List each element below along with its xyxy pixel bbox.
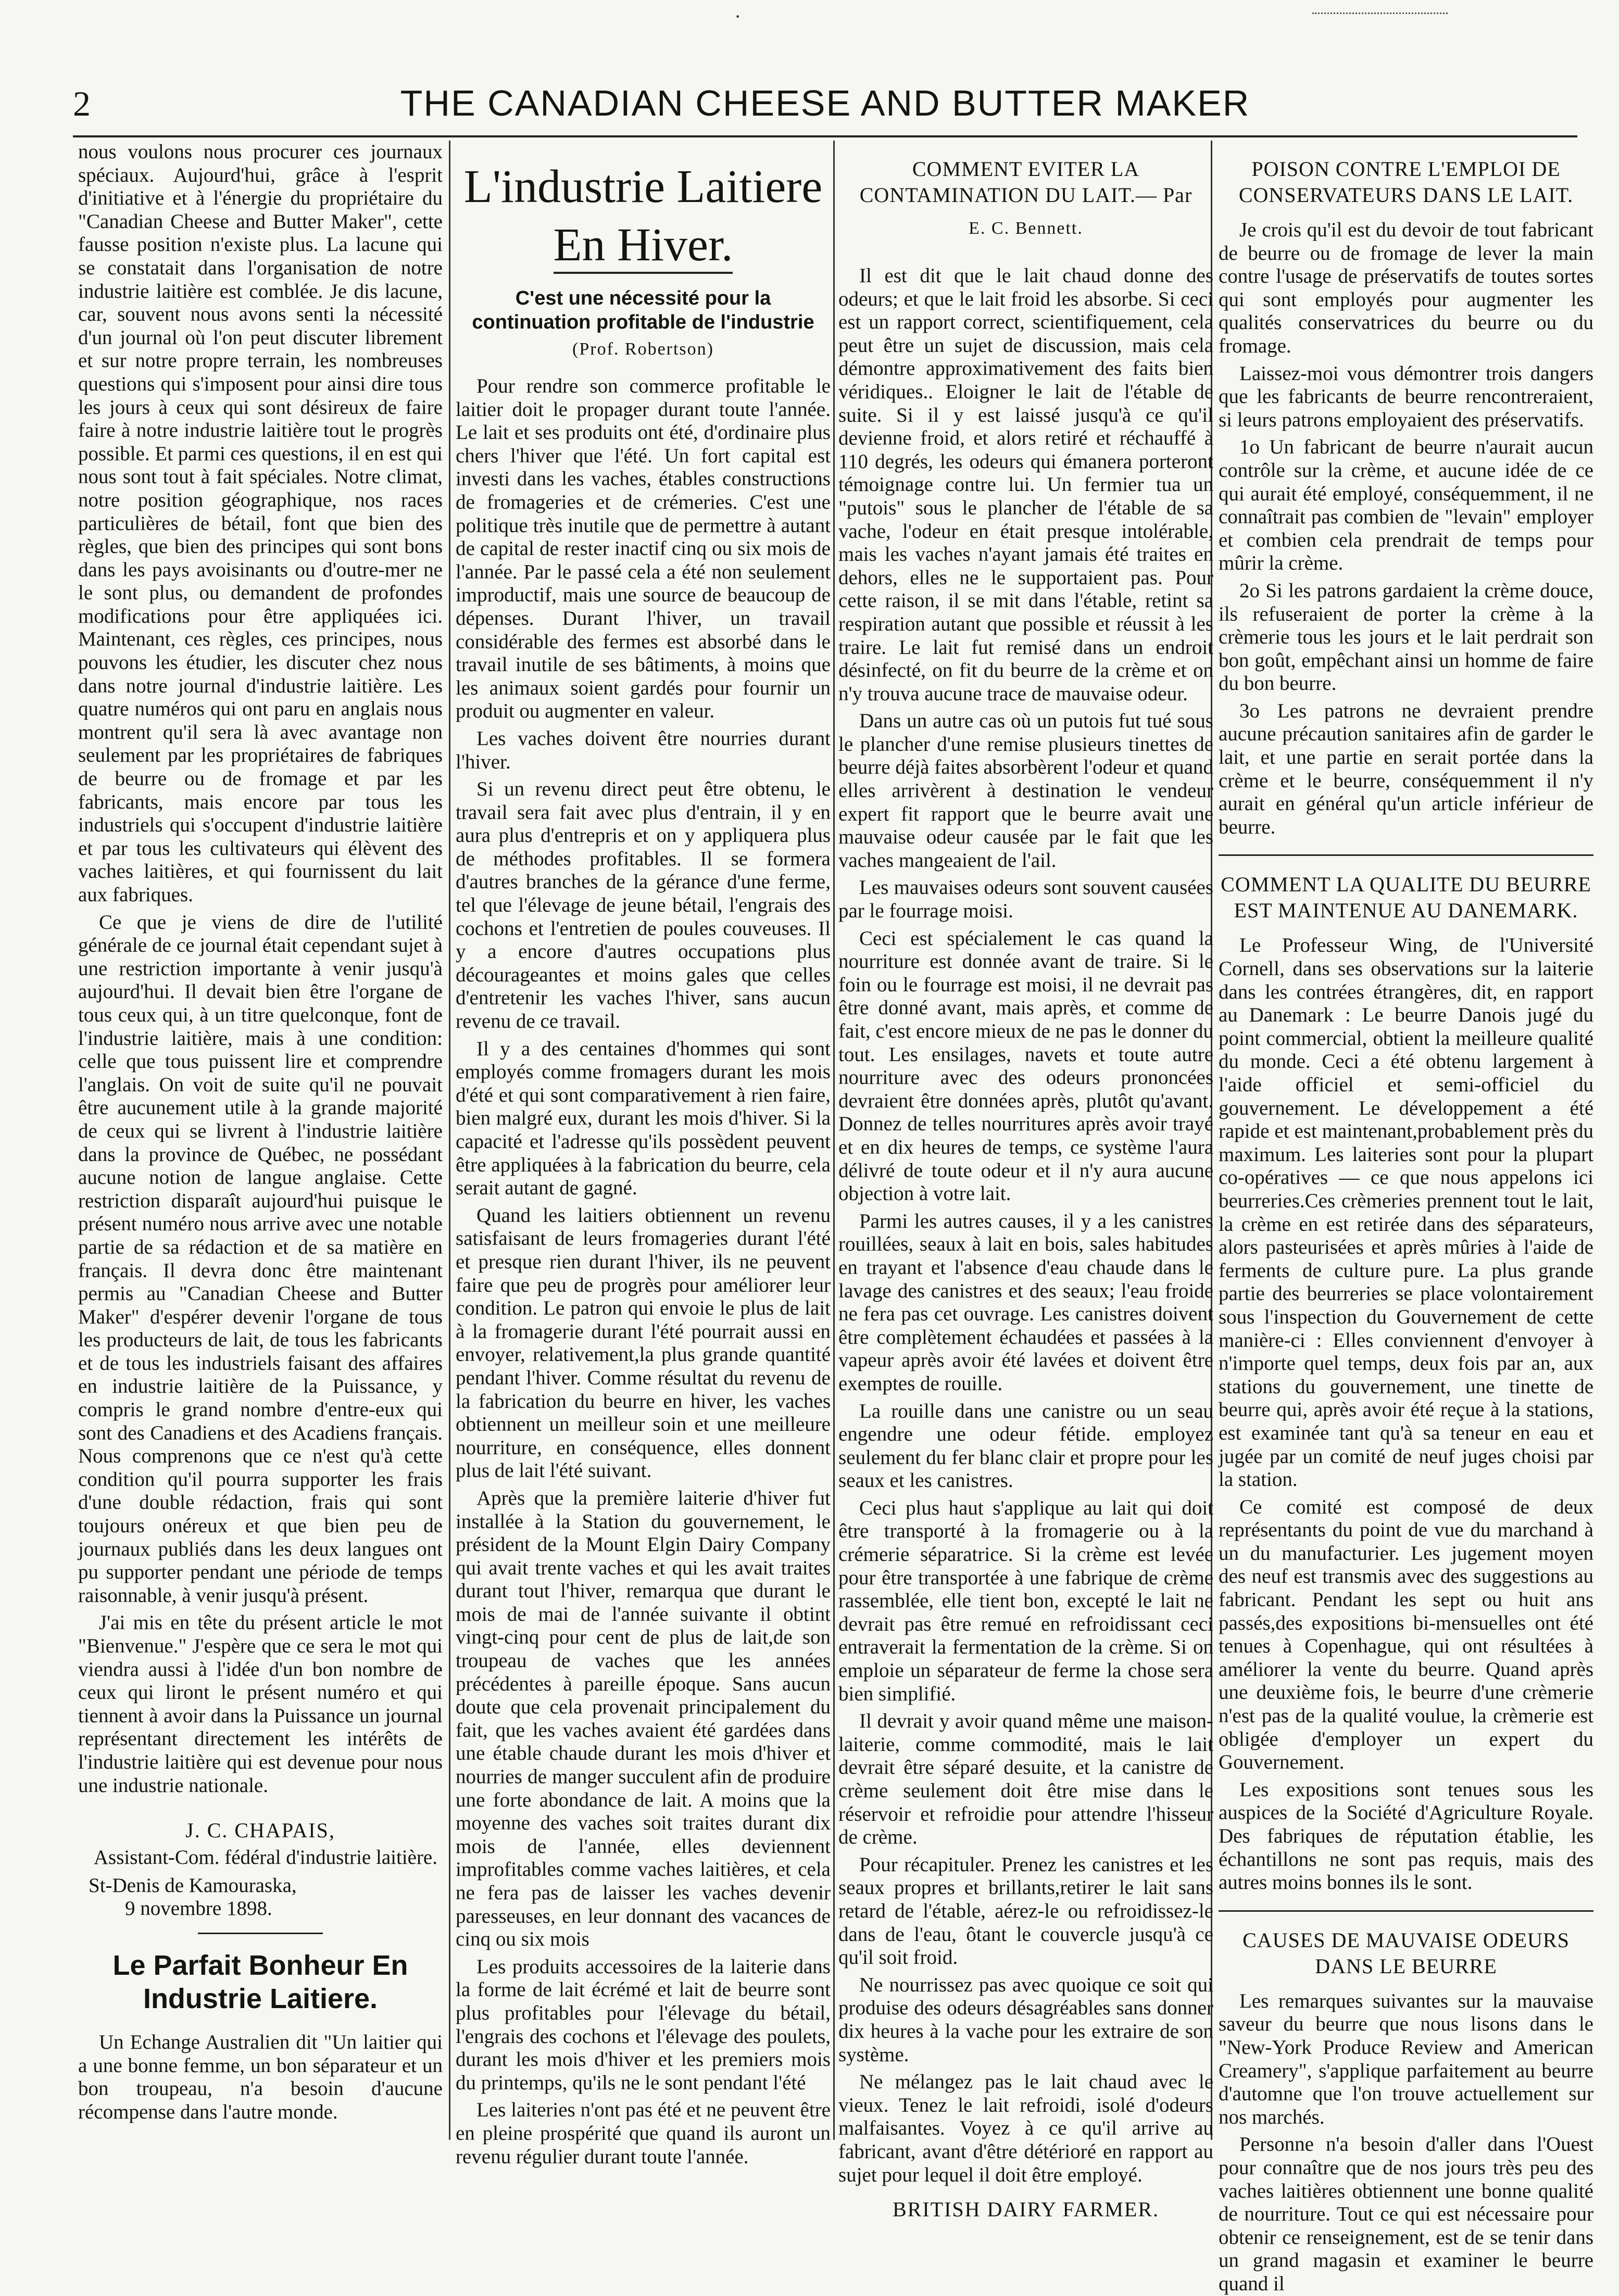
article-paragraph: Ce que je viens de dire de l'utilité générale de ce journal était cependant sujet à une restriction importante à venir jusqu'à aujourd'hui. Il devait bien être l'organe de tous ceux qui, à un titre quelconque, font de l'industrie laitière, mais à une condition: celle que tous puissent lire et comprendre l'anglais. On voit de suite qu'il ne pouvait être aucunement utile à la grande majorité de ceux qui se livrent à l'industrie laitière dans la province de Québec, ne possédant aucune notion de langue anglaise. Cette restriction disparaît aujourd'hui puisque le présent numéro nous arrive avec une notable partie de sa rédaction et de sa matière en français. Il devra donc être maintenant permis au "Canadian Cheese and Butter Maker" d'espérer devenir l'organe de tous les producteurs de lait, de tous les fabricants et de tous les industriels faisant des affaires en industrie laitière de la Puissance, y compris le grand nombre d'entre-eux qui sont des Canadiens et des Acadiens français. Nous comprenons que ce n'est qu'à cette condition qu'il pourra supporter les frais d'une double rédaction, frais qui sont toujours onéreux et que bien peu de journaux publiés dans les deux langues ont pu supporter pendant une période de temps raisonnable, à venir jusqu'à présent. [78, 911, 443, 1607]
scan-mark: · [734, 5, 742, 28]
column-rule [449, 141, 450, 2140]
article-paragraph: Le Professeur Wing, de l'Université Cornell, dans ses observations sur la laiterie dans les contrées étrangères, dit, en rapport au Danemark : Le beurre Danois jugé du point commercial, obtient la meilleure qualité du monde. Ceci a été obtenu largement à l'aide officiel et semi-officiel du gouvernement. Le développement a été rapide et est maintenant,probablement près du maximum. Les laiteries sont pour la plupart co-opératives — ce que nous appelons ici beurreries.Ces crèmeries prennent tout le lait, la crème en est retirée dans des séparateurs, alors pasteurisées et après mûries à l'aide de ferments de culture pure. La plus grande partie des beurreries se place volontairement sous l'inspection du Gouvernement de cette manière-ci : Elles conviennent d'envoyer à n'importe quel temps, deux fois par an, aux stations du gouvernement, une tinette de beurre qui, après avoir été reçue à la stations, est examinée tant qu'à sa teneur en eau et jugée par un comité de neuf juges choisi par la station. [1219, 934, 1593, 1491]
article-paragraph: 3o Les patrons ne devraient prendre aucune précaution sanitaires afin de garder le lait, et une partie en serait portée dans la crème et le beurre, conséquemment il n'y aurait en général qu'un article inférieur de beurre. [1219, 699, 1593, 838]
article-paragraph: Les remarques suivantes sur la mauvaise saveur du beurre que nous lisons dans le "New-York Produce Review and American Creamery", s'applique parfaitement au beurre d'automne que l'on trouve actuellement sur nos marchés. [1219, 1989, 1593, 2128]
column-3 [838, 141, 1213, 2222]
article-paragraph: nous voulons nous procurer ces journaux spéciaux. Aujourd'hui, grâce à l'esprit d'initiative et à l'énergie du propriétaire du "Canadian Cheese and Butter Maker", cette fausse position n'existe plus. La lacune qui se constatait dans l'organisation de notre industrie laitière est comblée. Je dis lacune, car, souvent nous avons senti la nécessité d'un journal où l'on peut discuter librement et sur notre propre terrain, les nombreuses questions qui s'imposent pour ainsi dire tous les jours à ceux qui sont désireux de faire faire à notre industrie laitière tout le progrès possible. Et parmi ces questions, il en est qui nous sont tout à fait spéciales. Notre climat, notre position géographique, nos races particulières de bétail, font que bien des règles, que bien des principes qui sont bons dans les pays avoisinants ou d'outre-mer ne le sont plus, ou demandent de profondes modifications pour être appliquées ici. Maintenant, ces règles, ces principes, nous pouvons les étudier, les discuter chez nous dans notre journal d'industrie laitière. Les quatre numéros qui ont paru en anglais nous montrent qu'il sera là avec avantage non seulement par les propriétaires de fabriques de beurre ou de fromage et par les fabricants, mais encore par tous les industriels qui s'occupent d'industrie laitière et par tous les cultivateurs qui élèvent des vaches laitières, et qui fournissent du lait aux fabriques. [78, 141, 443, 906]
column-4 [1219, 141, 1593, 2295]
article-paragraph: Pour rendre son commerce profitable le laitier doit le propager durant toute l'année. Le lait et ses produits ont été, d'ordinaire plus chers l'hiver que l'été. Un fort capital est investi dans les vaches, étables constructions de fromageries et de crémeries. C'est une politique très inutile que de permettre à autant de capital de rester inactif cinq ou six mois de l'année. Par le passé cela a été non seulement improductif, mais une source de beaucoup de dépenses. Durant l'hiver, un travail considérable des fermes est absorbé dans le travail inutile de ses bâtiments, à moins que les animaux soient gardés pour fournir un produit ou augmenter en valeur. [456, 375, 831, 723]
scan-mark [1312, 0, 1448, 14]
article-source: BRITISH DAIRY FARMER. [892, 2198, 1160, 2222]
article-paragraph: Ceci plus haut s'applique au lait qui doit être transporté à la fromagerie ou à la crémerie séparatrice. Si la crème est levée pour être transportée à une fabrique de crème rassemblée, elle tient bon, excepté le lait ne devrait pas être remué en refroidissant ceci entraverait la fermentation de la crème. Si on emploie un séparateur de ferme la chose sera bien simplifié. [838, 1496, 1213, 1705]
article-title: POISON CONTRE L'EMPLOI DE CONSERVATEURS DANS LE LAIT. [1238, 157, 1574, 207]
article-paragraph: Il devrait y avoir quand même une maison-laiterie, comme commodité, mais le lait devrait être séparé desuite, et la canistre de crème seulement doit être mise dans le réservoir et refroidie pour attendre l'hisseur de crème. [838, 1710, 1213, 1849]
article-title-line2: En Hiver. [554, 219, 733, 274]
article-title: COMMENT EVITER LA CONTAMINATION DU LAIT.— Par [859, 157, 1193, 207]
column-rule [833, 141, 835, 2140]
signature-place: St-Denis de Kamouraska, [89, 1874, 297, 1897]
article-paragraph: J'ai mis en tête du présent article le mot "Bienvenue." J'espère que ce sera le mot qui viendra aussi à l'idée d'un bon nombre de ceux qui liront le présent numéro et qui tiennent à avoir dans la Puissance un journal représentant directement les intérêts de l'industrie laitière qui est devenue pour nous une industrie nationale. [78, 1611, 443, 1797]
column-2 [456, 141, 831, 2168]
article-byline: E. C. Bennett. [969, 219, 1083, 238]
column-1 [78, 141, 443, 2150]
signature-name: J. C. CHAPAIS, [185, 1819, 335, 1843]
article-paragraph: Les produits accessoires de la laiterie dans la forme de lait écrémé et lait de beurre sont plus profitables pour l'élevage du bétail, l'engrais des cochons et l'élevage des poulets, durant les mois d'hiver et les premiers mois du printemps, qu'ils ne le sont pendant l'été [456, 1955, 831, 2094]
article-paragraph: Les mauvaises odeurs sont souvent causées par le fourrage moisi. [838, 876, 1213, 923]
article-byline: (Prof. Robertson) [572, 339, 714, 359]
article-paragraph: Ne mélangez pas le lait chaud avec le vieux. Tenez le lait refroidi, isolé d'odeurs malfaisantes. Voyez à ce qu'il arrive au fabricant, avant d'être détérioré en rapport au sujet pour lequel il doit être employé. [838, 2071, 1213, 2186]
article-paragraph: Pour récapituler. Prenez les canistres et les seaux propres et brillants,retirer le lait sans retard de l'étable, aérez-le ou refroidissez-le dans de l'eau, ôtant le couvercle jusqu'à ce qu'il soit froid. [838, 1853, 1213, 1969]
article-paragraph: Les laiteries n'ont pas été et ne peuvent être en pleine prospérité que quand ils auront un revenu régulier durant toute l'année. [456, 2099, 831, 2168]
article-paragraph: Ceci est spécialement le cas quand la nourriture est donnée avant de traire. Si le foin ou le fourrage est moisi, il ne devrait pas être donné avant, mais après, et comme de fait, c'est encore mieux de ne pas le donner du tout. Les ensilages, navets et toute autre nourriture avec des odeurs prononcées devraient être données après, plutôt qu'avant. Donnez de telles nourritures après avoir trayé et en dix heures de temps, ce système l'aura délivré de toute odeur et il n'y aura aucune objection à votre lait. [838, 927, 1213, 1205]
article-paragraph: Après que la première laiterie d'hiver fut installée à la Station du gouvernement, le président de la Mount Elgin Dairy Company qui avait trente vaches et qui les avait traites durant tout l'hiver, remarqua que durant le mois de mai de l'année suivante il obtint vingt-cinq pour cent de plus de lait,de son troupeau de vaches que les années précédentes à pareille époque. Sans aucun doute que cela provenait principalement du fait, que les vaches avaient été gardées dans une étable chaude durant les mois d'hiver et nourries de manger succulent afin de produire une forte abondance de lait. A moins que la moyenne des vaches soit traites durant dix mois de l'année, elles deviennent improfitables comme vaches laitières, et cela ne fera pas de laisser les vaches devenir paresseuses, en leur donnant des vacances de cinq ou six mois [456, 1486, 831, 1951]
section-divider [198, 1933, 323, 1934]
article-paragraph: Personne n'a besoin d'aller dans l'Ouest pour connaître que de nos jours très peu des vaches laitières obtiennent une bonne qualité de nourriture. Tout ce qui est nécessaire pour obtenir ce renseignement, est de se tenir dans un grand magasin et examiner le beurre quand il [1219, 2133, 1593, 2295]
article-paragraph: Un Echange Australien dit "Un laitier qui a une bonne femme, un bon séparateur et un bon troupeau, n'a besoin d'aucune récompense dans l'autre monde. [78, 2031, 443, 2123]
running-header [73, 78, 1577, 137]
article-paragraph: 2o Si les patrons gardaient la crème douce, ils refuseraient de porter la crème à la crèmerie tous les jours et le lait perdrait son bon goût, empêchant ainsi un homme de faire du bon beurre. [1219, 579, 1593, 695]
signature-title: Assistant-Com. fédéral d'industrie laitière. [93, 1846, 437, 1869]
article-paragraph: Dans un autre cas où un putois fut tué sous le plancher d'une remise plusieurs tinettes de beurre déjà faites absorbèrent l'odeur et quand elles arrivèrent à destination le vendeur expert fit rapport que le beurre avait une mauvaise odeur causée par le fait que les vaches mangeaient de l'ail. [838, 710, 1213, 872]
signature-date: 9 novembre 1898. [125, 1897, 272, 1920]
article-title: L'industrie Laitiere [463, 161, 823, 212]
article-title: COMMENT LA QUALITE DU BEURRE EST MAINTENUE AU DANEMARK. [1221, 873, 1591, 923]
article-paragraph: Les expositions sont tenues sous les auspices de la Société d'Agriculture Royale. Des fabriques de réputation établie, les échantillons ne sont pas requis, mais des autres moins bonnes ils le sont. [1219, 1778, 1593, 1894]
article-paragraph: La rouille dans une canistre ou un seau engendre une odeur fétide. employez seulement du fer blanc clair et propre pour les seaux et les canistres. [838, 1399, 1213, 1492]
article-paragraph: Il y a des centaines d'hommes qui sont employés comme fromagers durant les mois d'été et qui sont comparativement à rien faire, bien malgré eux, durant les mois d'hiver. Si la capacité et l'adresse qu'ils possèdent peuvent être appliquées à la fabrication du beurre, cela serait autant de gagné. [456, 1037, 831, 1200]
page-number: 2 [73, 84, 91, 123]
article-paragraph: Laissez-moi vous démontrer trois dangers que les fabricants de beurre rencontreraient, si leurs patrons employaient des préservatifs. [1219, 362, 1593, 431]
section-divider [1219, 1910, 1593, 1912]
article-paragraph: Parmi les autres causes, il y a les canistres rouillées, seaux à lait en bois, sales habitudes en trayant et l'absence d'eau chaude dans le lavage des canistres et des seaux; l'eau froide ne fera pas cet ouvrage. Les canistres doivent être complètement échaudées et passées à la vapeur après avoir été lavées et doivent être exemptes de rouille. [838, 1209, 1213, 1395]
article-paragraph: Je crois qu'il est du devoir de tout fabricant de beurre ou de fromage de lever la main contre l'usage de préservatifs de toutes sortes qui sont employés pour augmenter les qualités conservatrices du beurre ou du fromage. [1219, 219, 1593, 357]
article-subtitle: C'est une nécessité pour la continuation profitable de l'industrie [472, 287, 814, 333]
journal-title: THE CANADIAN CHEESE AND BUTTER MAKER [400, 83, 1250, 123]
article-paragraph: Les vaches doivent être nourries durant l'hiver. [456, 727, 831, 773]
article-paragraph: Ce comité est composé de deux représentants du point de vue du marchand à un du manufacturier. Les jugement moyen des neuf est transmis avec des suggestions au fabricant. Pendant les sept ou huit ans passés,des expositions bi-mensuelles ont été tenues à Copenhague, qui ont résultées à améliorer la vente du beurre. Quand après une deuxième fois, le beurre d'une crèmerie n'est pas de la qualité voulue, la crèmerie est obligée d'employer un expert du Gouvernement. [1219, 1495, 1593, 1774]
article-paragraph: Ne nourrissez pas avec quoique ce soit qui produise des odeurs désagréables sans donner dix heures à la vache pour les extraire de son système. [838, 1973, 1213, 2066]
article-title: Le Parfait Bonheur En Industrie Laitiere. [112, 1950, 408, 2015]
section-divider [1219, 854, 1593, 856]
article-paragraph: Si un revenu direct peut être obtenu, le travail sera fait avec plus d'entrain, il y en aura plus d'entrepris et on y appliquera plus de méthodes profitables. Il se formera d'autres branches de la gérance d'une ferme, tel que l'élevage de jeune bétail, l'engrais des cochons et l'entretien de poules couveuses. Il y a encore d'autres occupations plus décourageantes et moins gales que celles d'entretenir les vaches l'hiver, sans aucun revenu de ce travail. [456, 778, 831, 1033]
article-title: CAUSES DE MAUVAISE ODEURS DANS LE BEURRE [1243, 1928, 1570, 1978]
article-paragraph: Il est dit que le lait chaud donne des odeurs; et que le lait froid les absorbe. Si ceci est un rapport correct, scientifiquement, cela peut être un sujet de discussion, mais cela démontre approximativement des faits bien véridiques.. Eloigner le lait de l'étable de suite. Si il y est laissé jusqu'à ce qu'il devienne froid, et alors retiré et réchauffé à 110 degrés, les odeurs qui émanera porteront témoignage contre lui. Un fermier tua un "putois" sous le plancher de l'étable de sa vache, l'odeur en était presque intolérable, mais les vaches n'ayant jamais été traites en dehors, elles ne le supportaient pas. Pour cette raison, il se mit dans l'étable, retint sa respiration autant que possible et réussit à les traire. Le lait fut remisé dans un endroit désinfecté, on fit du beurre de la crème et on n'y trouva aucune trace de mauvaise odeur. [838, 264, 1213, 705]
article-paragraph: Quand les laitiers obtiennent un revenu satisfaisant de leurs fromageries durant l'été et presque rien durant l'hiver, ils ne peuvent faire que peu de progrès pour améliorer leur condition. Le patron qui envoie le plus de lait à la fromagerie durant l'été pourrait aussi en envoyer, relativement,la plus grande quantité pendant l'hiver. Comme résultat du revenu de la fabrication du beurre en hiver, les vaches obtiennent un meilleur soin et une meilleure nourriture, en conséquence, elles donnent plus de lait l'été suivant. [456, 1204, 831, 1482]
article-paragraph: 1o Un fabricant de beurre n'aurait aucun contrôle sur la crème, et aucune idée de ce qui aurait été employé, conséquemment, il ne connaîtrait pas combien de "levain" employer et combien cela prendrait de temps pour mûrir la crème. [1219, 436, 1593, 575]
article-title [456, 220, 831, 271]
